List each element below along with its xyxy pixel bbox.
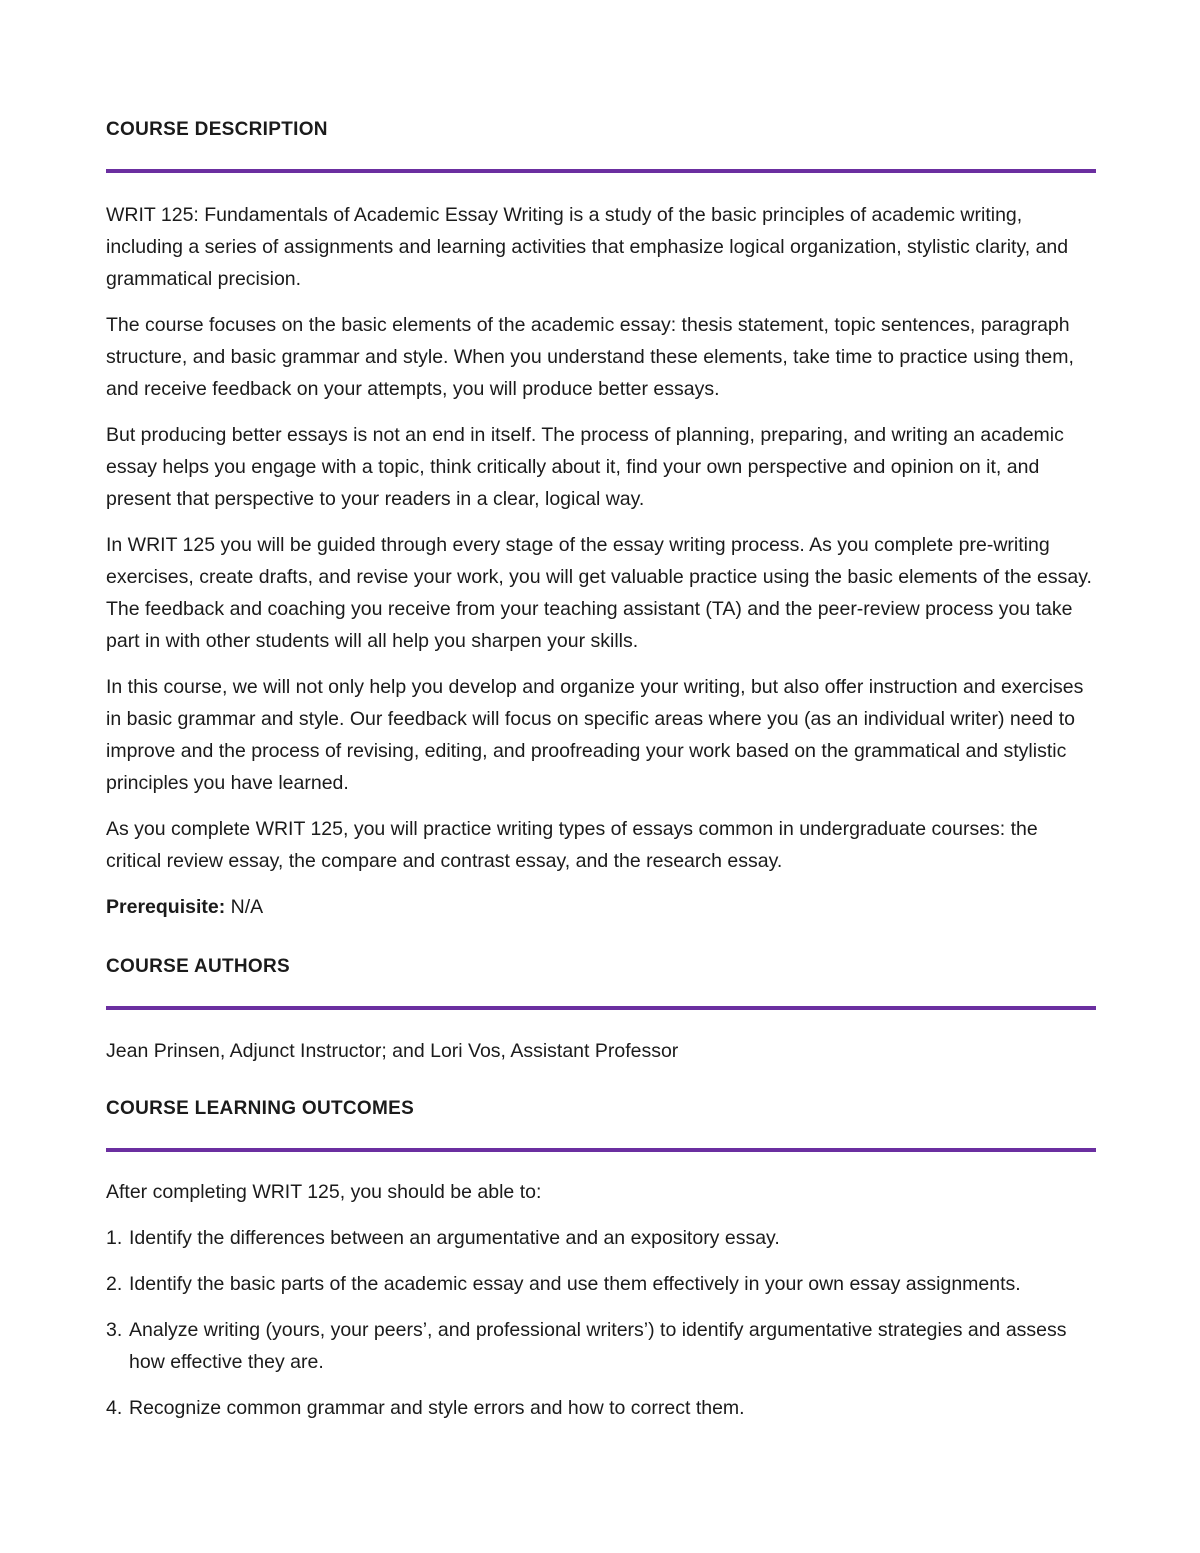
list-item-number: 1. bbox=[106, 1227, 123, 1249]
description-paragraph-1: WRIT 125: Fundamentals of Academic Essay Writing is a study of the basic principles of academic writing, including a series of assignments and learning activities that emphasize logical organization, stylistic clarity, and grammatical precision. bbox=[106, 204, 1069, 290]
description-paragraph-5: In this course, we will not only help you develop and organize your writing, but also offer instruction and exercises in basic grammar and style. Our feedback will focus on specific areas where you (as an individual writer) need to improve and the process of revising, editing, and proofreading your work based on the grammatical and stylistic principles you have learned. bbox=[106, 676, 1084, 794]
prerequisite-value: N/A bbox=[230, 896, 264, 918]
description-paragraph-2: The course focuses on the basic elements of the academic essay: thesis statement, topic sentences, paragraph structure, and basic grammar and style. When you understand these elements, take time to practice using them, and receive feedback on your attempts, you will produce better essays. bbox=[106, 314, 1074, 400]
list-item-text: Identify the basic parts of the academic essay and use them effectively in your own essay assignments. bbox=[129, 1273, 1021, 1295]
course-authors-text: Jean Prinsen, Adjunct Instructor; and Lori Vos, Assistant Professor bbox=[106, 1040, 679, 1062]
list-item-text: Analyze writing (yours, your peers’, and professional writers’) to identify argumentative strategies and assess how effective they are. bbox=[129, 1319, 1067, 1373]
prerequisite-line bbox=[106, 891, 1096, 923]
list-item-number: 3. bbox=[106, 1319, 123, 1341]
learning-outcomes-intro: After completing WRIT 125, you should be able to: bbox=[106, 1181, 542, 1203]
course-authors-heading: COURSE AUTHORS bbox=[106, 956, 291, 977]
list-item-text: Recognize common grammar and style errors and how to correct them. bbox=[129, 1397, 745, 1419]
description-paragraph-4: In WRIT 125 you will be guided through every stage of the essay writing process. As you complete pre-writing exercises, create drafts, and revise your work, you will get valuable practice using the basic elements of the essay. The feedback and coaching you receive from your teaching assistant (TA) and the peer-review process you take part in with other students will all help you sharpen your skills. bbox=[106, 534, 1092, 652]
list-item bbox=[106, 1222, 1096, 1254]
course-description-heading: COURSE DESCRIPTION bbox=[106, 119, 328, 140]
document-page bbox=[106, 0, 1096, 1424]
description-paragraph-6: As you complete WRIT 125, you will practice writing types of essays common in undergraduate courses: the critical review essay, the compare and contrast essay, and the research essay. bbox=[106, 818, 1038, 872]
list-item-number: 2. bbox=[106, 1273, 123, 1295]
learning-outcomes-list bbox=[106, 1222, 1096, 1424]
description-paragraph-3: But producing better essays is not an end in itself. The process of planning, preparing, and writing an academic essay helps you engage with a topic, think critically about it, find your own perspective and opinion on it, and present that perspective to your readers in a clear, logical way. bbox=[106, 424, 1064, 510]
learning-outcomes-heading: COURSE LEARNING OUTCOMES bbox=[106, 1098, 415, 1119]
list-item bbox=[106, 1392, 1096, 1424]
list-item-number: 4. bbox=[106, 1397, 123, 1419]
prerequisite-label: Prerequisite: bbox=[106, 896, 226, 918]
list-item bbox=[106, 1268, 1096, 1300]
list-item bbox=[106, 1314, 1096, 1378]
list-item-text: Identify the differences between an argumentative and an expository essay. bbox=[129, 1227, 780, 1249]
